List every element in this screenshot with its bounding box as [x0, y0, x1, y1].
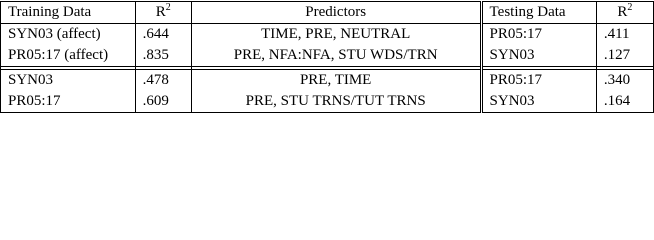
table-row: [1, 70, 654, 92]
cell-r-squared-test: .164: [596, 91, 653, 113]
header-row: [1, 2, 654, 24]
table-row: [1, 45, 654, 67]
cell-predictors: PRE, STU TRNS/TUT TRNS: [191, 91, 481, 113]
regression-results-table: [0, 1, 654, 113]
cell-r-squared-train: .835: [135, 45, 191, 67]
cell-training-data: PR05:17: [1, 91, 136, 113]
table-row: [1, 24, 654, 46]
table-row: [1, 91, 654, 113]
cell-r-squared-train: .644: [135, 24, 191, 46]
cell-r-squared-test: .411: [596, 24, 653, 46]
header-testing-data: Testing Data: [481, 2, 596, 24]
header-predictors: Predictors: [191, 2, 481, 24]
header-r-squared-train: $R^2$: [135, 2, 191, 24]
cell-r-squared-train: .609: [135, 91, 191, 113]
cell-testing-data: PR05:17: [481, 70, 596, 92]
header-r-squared-test: $R^2$: [596, 2, 653, 24]
cell-testing-data: SYN03: [481, 91, 596, 113]
cell-r-squared-test: .127: [596, 45, 653, 67]
header-training-data: Training Data: [1, 2, 136, 24]
cell-testing-data: SYN03: [481, 45, 596, 67]
cell-training-data: SYN03 (affect): [1, 24, 136, 46]
cell-predictors: TIME, PRE, NEUTRAL: [191, 24, 481, 46]
results-table-wrapper: [0, 1, 654, 113]
cell-r-squared-train: .478: [135, 70, 191, 92]
cell-r-squared-test: .340: [596, 70, 653, 92]
cell-training-data: PR05:17 (affect): [1, 45, 136, 67]
cell-training-data: SYN03: [1, 70, 136, 92]
cell-predictors: PRE, TIME: [191, 70, 481, 92]
cell-testing-data: PR05:17: [481, 24, 596, 46]
cell-predictors: PRE, NFA:NFA, STU WDS/TRN: [191, 45, 481, 67]
